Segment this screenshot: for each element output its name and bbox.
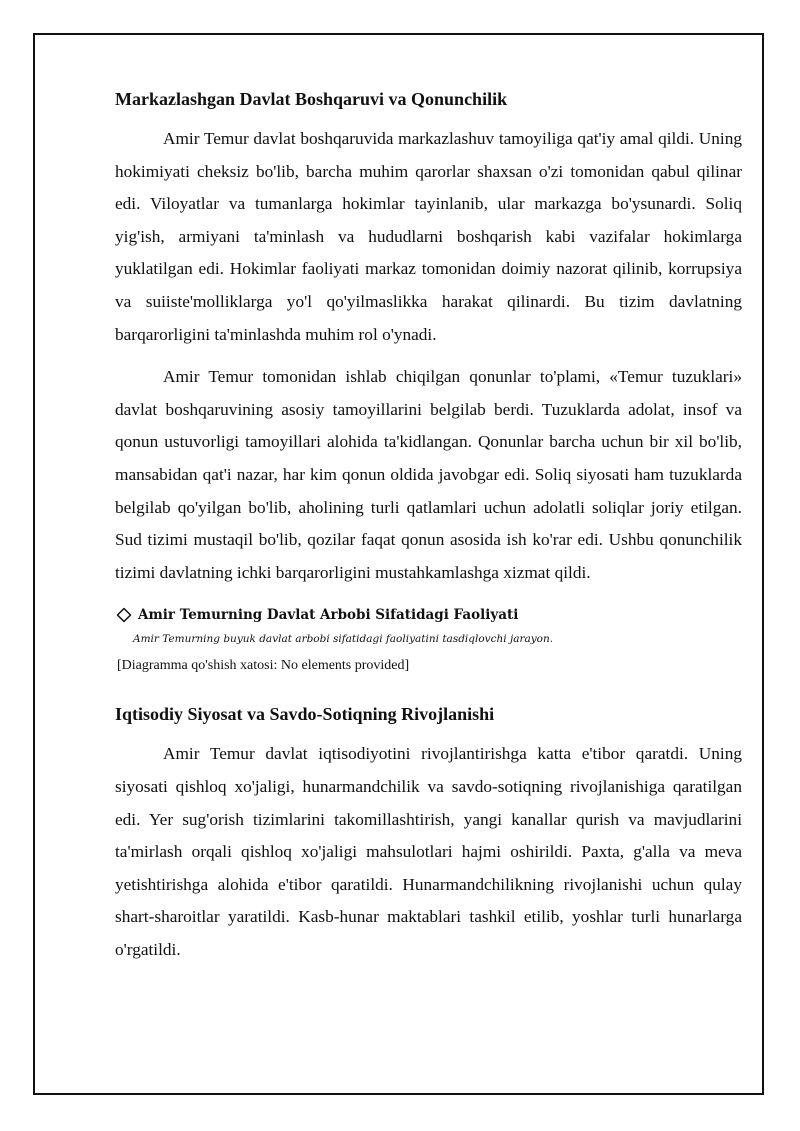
section-economy bbox=[115, 701, 742, 966]
section-heading-economy: Iqtisodiy Siyosat va Savdo-Sotiqning Rivojlanishi bbox=[115, 704, 495, 725]
diagram-title: Amir Temurning Davlat Arbobi Sifatidagi Faoliyati bbox=[138, 607, 519, 624]
diamond-icon bbox=[116, 607, 132, 623]
paragraph-governance-2: Amir Temur tomonidan ishlab chiqilgan qonunlar to'plami, «Temur tuzuklari» davlat boshqaruvining asosiy tamoyillarini belgilab berdi. Tuzuklarda adolat, insof va qonun ustuvorligi tamoyillari alohida ta'kidlangan. Qonunlar barcha uchun bir xil bo'lib, mansabidan qat'i nazar, har kim qonun oldida javobgar edi. Soliq siyosati ham tuzuklarda belgilab qo'yilgan bo'lib, aholining turli qatlamlari uchun adolatli soliqlar joriy etilgan. Sud tizimi mustaqil bo'lib, qozilar faqat qonun asosida ish ko'rar edi. Ushbu qonunchilik tizimi davlatning ichki barqarorligini mustahkamlashga xizmat qildi. bbox=[115, 367, 742, 582]
document-content bbox=[115, 86, 742, 966]
paragraph-governance-1: Amir Temur davlat boshqaruvida markazlashuv tamoyiliga qat'iy amal qildi. Uning hokimiyati cheksiz bo'lib, barcha muhim qarorlar shaxsan o'zi tomonidan qabul qilinar edi. Viloyatlar va tumanlarga hokimlar tayinlanib, ular markazga bo'ysunardi. Soliq yig'ish, armiyani ta'minlash va hududlarni boshqarish kabi vazifalar hokimlarga yuklatilgan edi. Hokimlar faoliyati markaz tomonidan doimiy nazorat qilinib, korrupsiya va suiiste'molliklarga yo'l qo'yilmaslikka harakat qilinardi. Bu tizim davlatning barqarorligini ta'minlashda muhim rol o'ynadi. bbox=[115, 129, 742, 344]
diagram-subtitle: Amir Temurning buyuk davlat arbobi sifatidagi faoliyatini tasdiqlovchi jarayon. bbox=[133, 633, 554, 646]
diagram-title-row bbox=[115, 604, 742, 626]
diagram-error-message: [Diagramma qo'shish xatosi: No elements provided] bbox=[117, 658, 410, 674]
paragraph-economy-1: Amir Temur davlat iqtisodiyotini rivojlantirishga katta e'tibor qaratdi. Uning siyosati qishloq xo'jaligi, hunarmandchilik va savdo-sotiqning rivojlanishiga qaratilgan edi. Yer sug'orish tizimlarini takomillashtirish, yangi kanallar qurish va mavjudlarini ta'mirlash orqali qishloq xo'jaligi mahsulotlari hajmi oshirildi. Paxta, g'alla va meva yetishtirishga alohida e'tibor qaratildi. Hunarmandchilikning rivojlanishi uchun qulay shart-sharoitlar yaratildi. Kasb-hunar maktablari tashkil etilib, yoshlar turli hunarlarga o'rgatildi. bbox=[115, 744, 742, 959]
diagram-block bbox=[115, 604, 742, 677]
section-heading-governance: Markazlashgan Davlat Boshqaruvi va Qonunchilik bbox=[115, 89, 508, 109]
